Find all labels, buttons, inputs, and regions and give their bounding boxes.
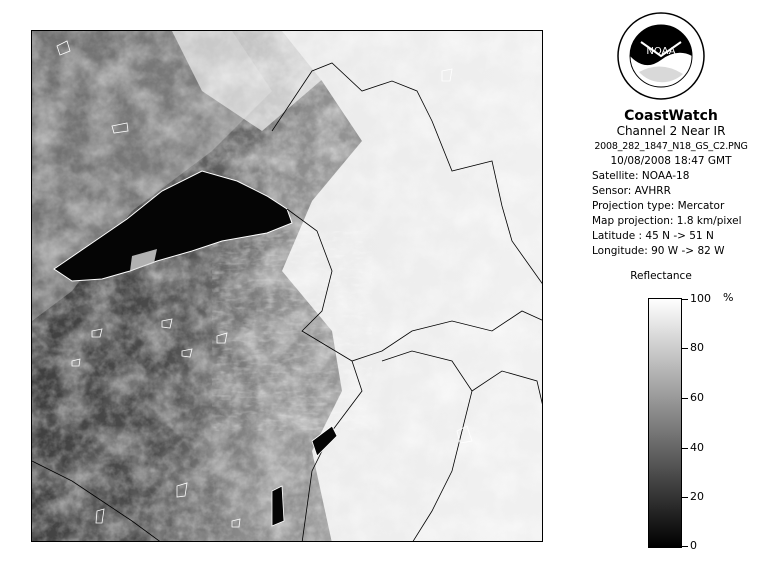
satellite-label: Satellite: NOAA-18 (592, 170, 690, 182)
colorbar-tick (682, 299, 688, 300)
colorbar-tick-label: 0 (690, 539, 697, 552)
colorbar (648, 298, 682, 548)
lake-winnebago (272, 486, 284, 526)
satellite-scene (32, 31, 543, 542)
colorbar-unit: % (723, 291, 734, 304)
colorbar-tick (682, 546, 688, 547)
projection-label: Projection type: Mercator (592, 200, 725, 212)
sensor-label: Sensor: AVHRR (592, 185, 671, 197)
colorbar-tick-label: 60 (690, 391, 704, 404)
svg-text:NOAA: NOAA (646, 46, 676, 57)
colorbar-tick-label: 40 (690, 441, 704, 454)
longitude-label: Longitude: 90 W -> 82 W (592, 245, 725, 257)
brand-title: CoastWatch (624, 108, 718, 124)
cloud-ripples (212, 231, 372, 431)
colorbar-title: Reflectance (630, 270, 692, 282)
satellite-image (31, 30, 543, 542)
filename-label: 2008_282_1847_N18_GS_C2.PNG (594, 141, 748, 152)
noaa-logo (617, 12, 705, 100)
colorbar-tick (682, 348, 688, 349)
resolution-label: Map projection: 1.8 km/pixel (592, 215, 742, 227)
colorbar-tick-label: 100 (690, 292, 711, 305)
colorbar-tick (682, 398, 688, 399)
colorbar-tick (682, 448, 688, 449)
latitude-label: Latitude : 45 N -> 51 N (592, 230, 714, 242)
colorbar-tick (682, 497, 688, 498)
info-panel (560, 108, 782, 259)
colorbar-tick-label: 80 (690, 341, 704, 354)
datetime-label: 10/08/2008 18:47 GMT (610, 155, 732, 167)
colorbar-tick-label: 20 (690, 490, 704, 503)
channel-label: Channel 2 Near IR (616, 124, 726, 138)
